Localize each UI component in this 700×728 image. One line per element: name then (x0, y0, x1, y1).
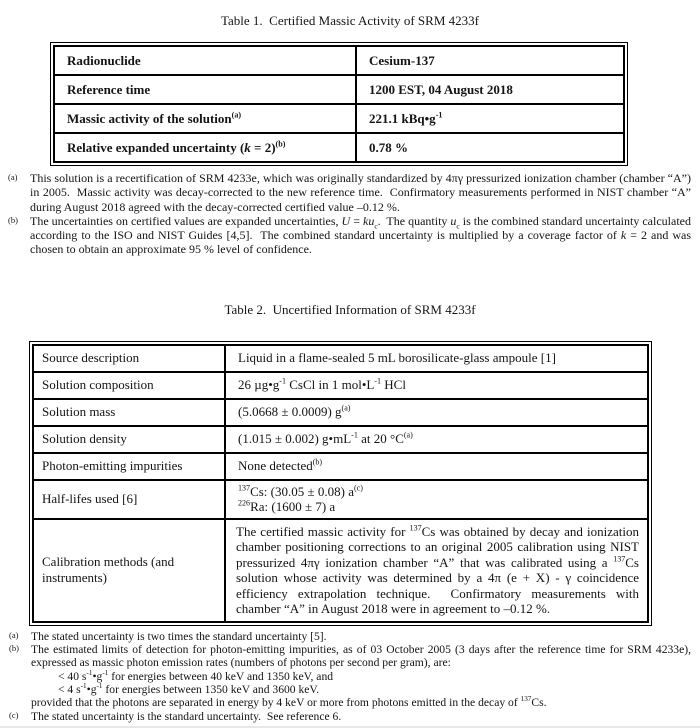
table-row (54, 75, 624, 104)
table-row (54, 46, 624, 75)
table-row (33, 399, 648, 426)
table-row (33, 453, 648, 480)
table-row (33, 480, 648, 519)
footnote (9, 630, 691, 643)
row-value: $^{137}$Cs: (30.05 ± 0.08) $a^{(c)}$ $^{226}$Ra: (1600 ± 7) a (225, 480, 648, 519)
row-label: Solution composition (33, 372, 225, 399)
table2-border (29, 341, 652, 626)
footnote-subline: < 40 $s^{-1}•g^{-1}$ for energies between 40 keV and 1350 keV, and (58, 668, 334, 683)
table-row (33, 345, 648, 372)
table1-border (50, 42, 628, 166)
footnote (9, 710, 691, 723)
table-row (54, 133, 624, 162)
row-label: Solution density (33, 426, 225, 453)
footnote-marker: (b) (9, 643, 19, 654)
footnote-subline: < 4 $s^{-1}•g^{-1}$ for energies between 1350 keV and 3600 keV. (58, 682, 320, 696)
row-value: 1200 EST, 04 August 2018 (356, 75, 624, 104)
table2-title: Table 2. Uncertified Information of SRM 4233f (224, 301, 476, 317)
footnote-marker: (a) (8, 172, 18, 182)
row-value: (1.015 ± 0.002) $g•mL^{-1}$ at 20 $^\circ C^{(a)}$ (225, 426, 648, 453)
row-label: Radionuclide (54, 46, 356, 75)
footnote-text: The estimated limits of detection for photon-emitting impurities, as of 03 October 2005 (3 days after the reference time for SRM 4233e), expressed as massic photon emission rates (numbers of photons per second per gram), are: (31, 643, 691, 670)
row-label: Photon-emitting impurities (33, 453, 225, 480)
row-label: Reference time (54, 75, 356, 104)
table1-title: Table 1. Certified Massic Activity of SRM 4233f (221, 13, 479, 28)
footnote (9, 643, 691, 709)
footnote (8, 214, 691, 257)
row-label: Solution mass (33, 399, 225, 426)
table2-footnotes (9, 630, 691, 723)
table-row (33, 372, 648, 399)
footnote (8, 171, 691, 214)
row-value: 0.78 % (356, 133, 624, 162)
row-label: Massic activity of the solution$^{(a)}$ (54, 104, 356, 133)
table1 (53, 45, 625, 163)
row-value: 26 $\mu g•g^{-1}$ CsCl in 1 $mol•L^{-1}$ HCl (225, 372, 648, 399)
table-row (54, 104, 624, 133)
footnote-text: This solution is a recertification of SRM 4233e, which was originally standardized by 4πγ pressurized ionization chamber (chamber “A”) in 2005. Massic activity was decay-corrected to the new reference time. Confirmatory measurements performed in NIST chamber “A” during August 2018 agreed with the decay-corrected certified value –0.12 %. (30, 171, 691, 214)
row-label: Half-lifes used [6] (33, 480, 225, 519)
row-label: Source description (33, 345, 225, 372)
row-value: (5.0668 ± 0.0009) $g^{(a)}$ (225, 399, 648, 426)
row-label: Calibration methods (and instruments) (33, 519, 225, 622)
footnote-marker: (b) (8, 214, 18, 225)
table1-footnotes (8, 171, 691, 257)
table2 (32, 344, 649, 623)
row-value: The certified massic activity for $^{137}$Cs was obtained by decay and ionization chamber positioning corrections to an original 2005 calibration using NIST pressurized 4πγ ionization chamber “A” that was calibrated using a $^{137}$Cs solution whose activity was determined by a 4π (e + X) - γ coincidence efficiency extrapolation technique. Confirmatory measurements with chamber “A” in August 2018 were in agreement to –0.12 %. (225, 519, 648, 622)
row-value: Liquid in a flame-sealed 5 mL borosilicate-glass ampoule [1] (225, 345, 648, 372)
footnote-continuation: provided that the photons are separated in energy by 4 keV or more from photons emitted in the decay of $^{137}$Cs. (31, 695, 547, 710)
row-value: Cesium-137 (356, 46, 624, 75)
table-row (33, 426, 648, 453)
footnote-text: The stated uncertainty is two times the standard uncertainty [5]. (31, 629, 327, 643)
footnote-text: The stated uncertainty is the standard uncertainty. See reference 6. (31, 709, 342, 723)
footnote-marker: (a) (9, 629, 19, 640)
row-value: None detected$^{(b)}$ (225, 453, 648, 480)
row-label: Relative expanded uncertainty (k = 2)$^{(b)}$ (54, 133, 356, 162)
row-value: 221.1 $kBq•g^{-1}$ (356, 104, 624, 133)
footnote-marker: (c) (9, 709, 19, 720)
footnote-text: The uncertainties on certified values are expanded uncertainties, $U = ku_c$. The quantity $u_c$ is the combined standard uncertainty calculated according to the ISO and NIST Guides [4,5]. The combined standard uncertainty is multiplied by a coverage factor of k = 2 and was chosen to obtain an approximate 95 % level of confidence. (30, 213, 691, 257)
table-row (33, 519, 648, 622)
